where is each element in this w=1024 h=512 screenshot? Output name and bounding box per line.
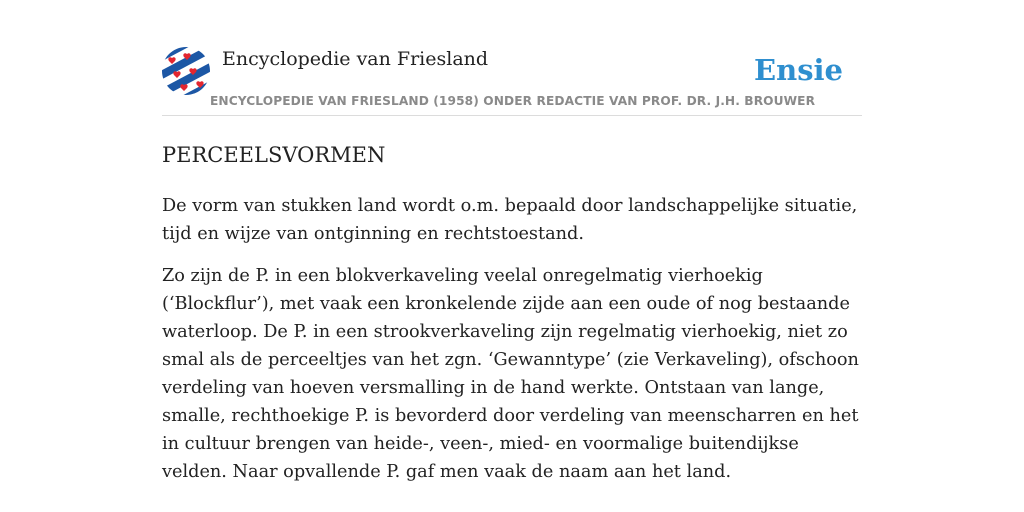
header: [162, 44, 862, 116]
article-body: [162, 192, 862, 500]
site-title[interactable]: Encyclopedie van Friesland: [222, 48, 489, 70]
site-subtitle: ENCYCLOPEDIE VAN FRIESLAND (1958) ONDER REDACTIE VAN PROF. DR. J.H. BROUWER: [210, 94, 816, 108]
ensie-brand-logo[interactable]: Ensie: [754, 53, 843, 87]
article-paragraph: De vorm van stukken land wordt o.m. bepaald door landschappelijke situatie, tijd en wijze van ontginning en rechtstoestand.: [162, 196, 858, 244]
frisian-flag-icon[interactable]: [162, 47, 210, 95]
article-paragraph: Zo zijn de P. in een blokverkaveling veelal onregelmatig vierhoekig (‘Blockflur’), met vaak een kronkelende zijde aan een oude of nog bestaande waterloop. De P. in een strookverkaveling zijn regelmatig vierhoekig, niet zo smal als de perceeltjes van het zgn. ‘Gewanntype’ (zie Verkaveling), ofschoon verdeling van hoeven versmalling in de hand werkte. Ontstaan van lange, smalle, rechthoekige P. is bevorderd door verdeling van meenscharren en het in cultuur brengen van heide-, veen-, mied- en voormalige buitendijkse velden. Naar opvallende P. gaf men vaak de naam aan het land.: [162, 266, 859, 482]
article-title: PERCEELSVORMEN: [162, 143, 386, 167]
